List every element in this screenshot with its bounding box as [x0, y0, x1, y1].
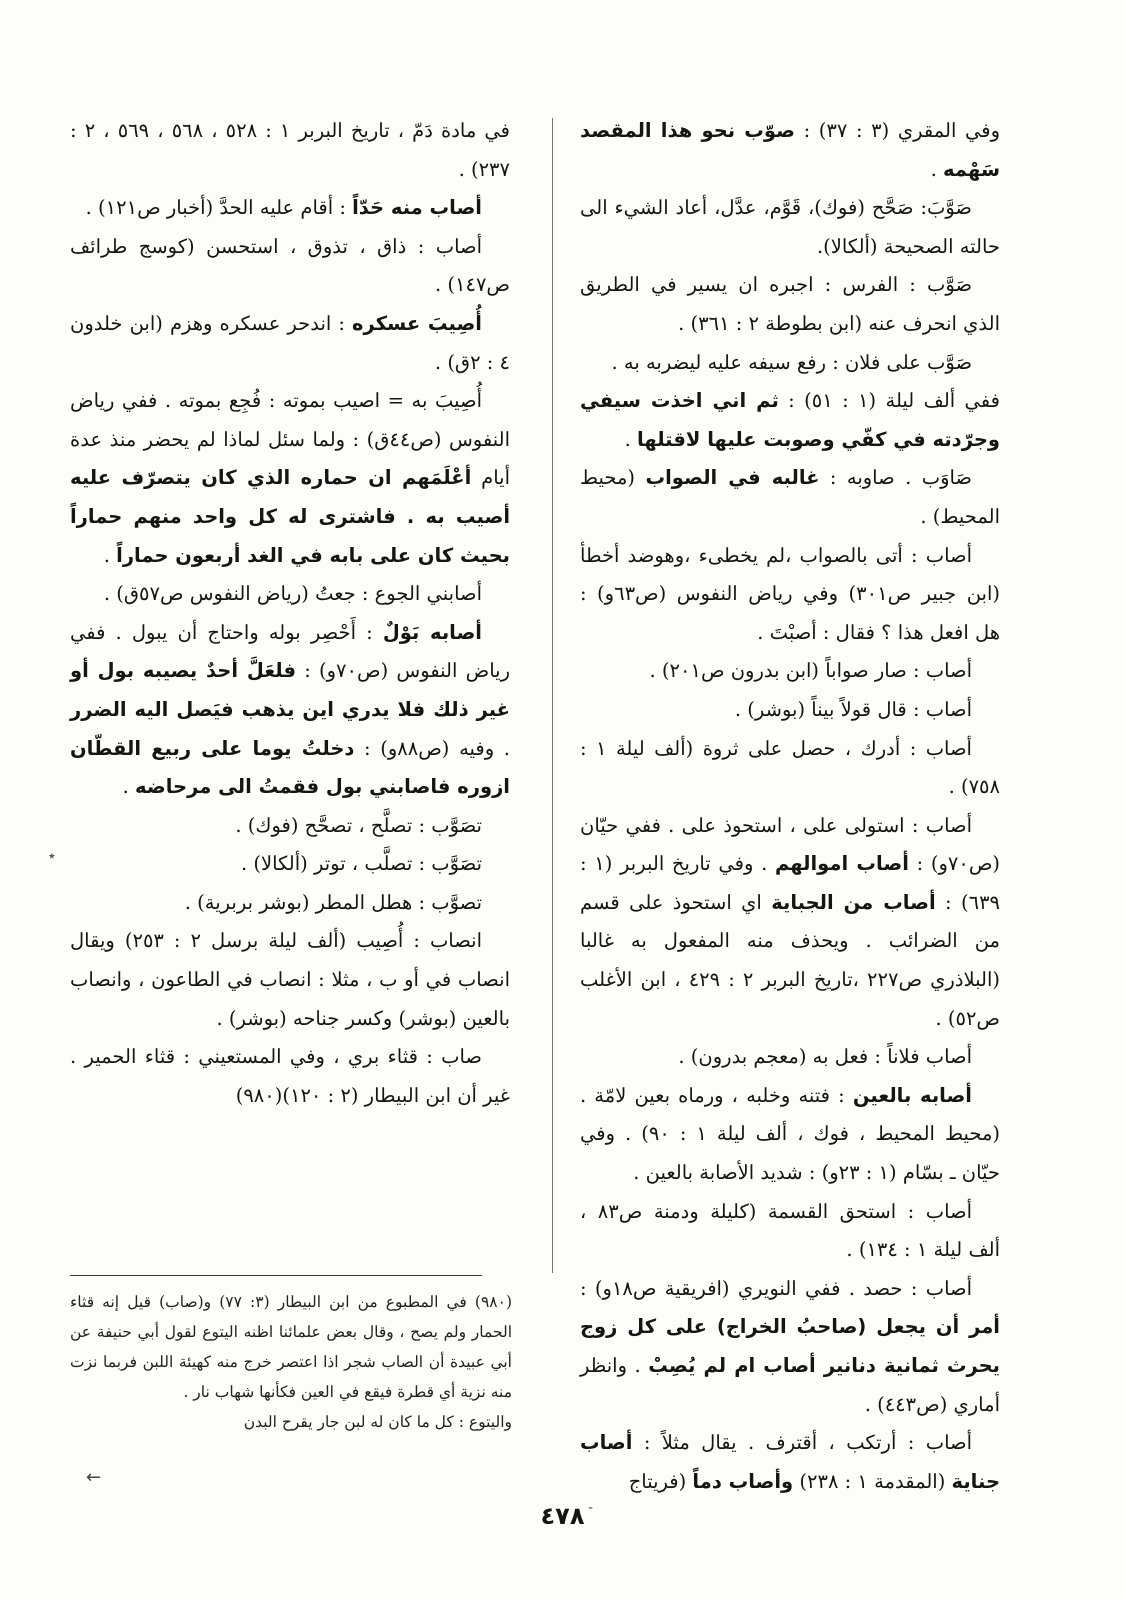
dictionary-entry	[70, 189, 510, 228]
dictionary-entry	[70, 884, 510, 923]
entry-text: .	[122, 775, 136, 799]
entry-text: . وانظر أماري (ص٤٤٣) .	[580, 1354, 1000, 1416]
entry-text: صَاوَب . صاوبه :	[819, 466, 972, 490]
entry-text: : أقام عليه الحدَّ (أخبار ص١٢١) .	[85, 196, 353, 220]
entry-text: : أَحْصِر بوله واحتاج أن يبول . ففي رياض النفوس (ص٧٠و) :	[70, 620, 510, 683]
entry-text: أصاب : استولى على ، استحوذ على . ففي حيّان (ص٧٠و) :	[580, 813, 1001, 876]
entry-text: تصَوَّب : تصلَّح ، تصحَّح (فوك) .	[235, 813, 482, 837]
entry-text: صَوَّب على فلان : رفع سيفه عليه ليضربه به .	[611, 350, 972, 374]
dictionary-entry	[70, 305, 510, 382]
dictionary-entry	[580, 1077, 1000, 1193]
bold-quote: صوّب نحو هذا المقصد سَهْمه	[580, 119, 1000, 181]
entry-text: أُصِيبَ به = اصيب بموته : فُجِع بموته . ففي رياض النفوس (ص٤٤ق) : ولما سئل لماذا لم يحضر منذ عدة أيام	[70, 389, 510, 490]
dictionary-entry	[580, 1193, 1000, 1270]
entry-text: اي استحوذ على قسم من الضرائب . ويحذف منه المفعول به غالبا (البلاذري ص٢٢٧ ،تاريخ البربر ٢ : ٤٢٩ ، ابن الأغلب ص٥٢) .	[580, 890, 1001, 1030]
entry-text: . وفيه (ص٨٨و) :	[354, 736, 510, 760]
dictionary-entry	[70, 112, 510, 189]
dictionary-entry	[580, 652, 1000, 691]
dictionary-entry	[70, 228, 510, 305]
scan-speck: ٭	[48, 848, 56, 864]
dictionary-entry	[580, 1038, 1000, 1077]
dictionary-entry	[580, 459, 1000, 536]
dictionary-entry	[580, 691, 1000, 730]
bold-quote: دخلتُ يوما على ربيع القطّان ازوره فاصابني بول فقمتُ الى مرحاضه	[70, 736, 510, 799]
entry-text: .	[930, 157, 944, 181]
entry-text: أصاب : أرتكب ، أقترف . يقال مثلاً :	[632, 1431, 972, 1455]
dictionary-entry	[580, 537, 1000, 653]
entry-text: صَوَّبَ: صَحَّح (فوك)، قَوَّم، عدَّل، أعاد الشيء الى حالته الصحيحة (ألكالا).	[580, 196, 1000, 258]
bold-quote: أصاب جناية	[580, 1431, 1000, 1493]
dictionary-entry	[70, 845, 510, 884]
dictionary-entry	[580, 266, 1000, 343]
bold-quote: فلعَلَّ أحدٌ يصيبه بول أو غير ذلك فلا يدري اين يذهب فيَصل اليه الضرر	[70, 659, 510, 721]
entry-text: ففي ألف ليلة (١ : ٥١) :	[778, 389, 1000, 413]
dictionary-entry	[70, 1038, 510, 1115]
scan-speck: -	[588, 1500, 594, 1516]
entry-text: أصاب : أتى بالصواب ،لم يخطىء ،وهوضد أخطأ (ابن جبير ص٣٠١) وفي رياض النفوس (ص٦٣و) : هل افعل هذا ؟ فقال : أصبْتَ .	[580, 543, 1000, 644]
entry-text: في مادة دَمّ ، تاريخ البربر ١ : ٥٢٨ ، ٥٦٨ ، ٥٦٩ ، ٢ : ٢٣٧) .	[70, 119, 511, 181]
entry-text: . وفي تاريخ البربر (١ : ٦٣٩) :	[580, 852, 1001, 914]
entry-text: أصاب : قال قولاً بيناً (بوشر) .	[734, 697, 972, 721]
dictionary-entry	[580, 730, 1000, 807]
entry-text: تصَوَّب : تصلَّب ، توتر (ألكالا) .	[240, 852, 482, 876]
entry-text: صَوَّب : الفرس : اجبره ان يسير في الطريق الذي انحرف عنه (ابن بطوطة ٢ : ٣٦١) .	[580, 273, 1000, 335]
entry-text: : فتنه وخلبه ، ورماه بعين لامّة . (محيط المحيط ، فوك ، ألف ليلة ١ : ٩٠) . وفي حيّان ـ بسّام (١ : ٢٣و) : شديد الأصابة بالعين .	[580, 1083, 1001, 1185]
bold-quote: أصاب منه حَدّاً	[352, 196, 482, 220]
bold-quote: ثم اني اخذت سيفي وجرّدته في كفّي وصوبت عليها لاقتلها	[580, 389, 1000, 451]
entry-text: أصاب : حصد . ففي النويري (افريقية ص١٨و) :	[580, 1276, 972, 1300]
dictionary-entry	[580, 1424, 1000, 1501]
entry-text: تصوَّب : هطل المطر (بوشر بربرية) .	[184, 890, 482, 914]
entry-text: .	[103, 543, 117, 567]
entry-text: أصاب : ذاق ، تذوق ، استحسن (كوسج طرائف ص١٤٧) .	[70, 234, 510, 297]
bold-quote: غالبه في الصواب	[645, 466, 820, 490]
footnote-continuation: واليتوع : كل ما كان له لبن جار يقرح البدن	[243, 1413, 512, 1431]
bold-quote: أصابه بالعين	[852, 1083, 972, 1107]
dictionary-entry	[70, 614, 510, 807]
entry-text: أصاب : أدرك ، حصل على ثروة (ألف ليلة ١ : ٧٥٨) .	[580, 736, 1000, 799]
bold-quote: أصاب من الجباية	[771, 890, 936, 914]
entry-text: أصاب : صار صواباً (ابن بدرون ص٢٠١) .	[649, 659, 972, 683]
entry-text: صاب : قثاء بري ، وفي المستعيني : قثاء الحمير . غير أن ابن البيطار (٢ : ١٢٠)(٩٨٠)	[70, 1045, 510, 1107]
dictionary-entry	[580, 112, 1000, 189]
dictionary-entry	[580, 382, 1000, 459]
entry-text: : اندحر عسكره وهزم (ابن خلدون ٤ : ٢ق) .	[70, 311, 510, 374]
entry-text: أصابني الجوع : جعتُ (رياض النفوس ص٥٧ق) .	[103, 582, 482, 606]
entry-text: (فريتاج	[628, 1469, 693, 1493]
bold-quote: أصابه بَوْلٌ	[382, 620, 482, 644]
bold-quote: وأصاب دماً	[692, 1469, 794, 1493]
column-divider	[552, 118, 553, 1273]
dictionary-entry	[580, 807, 1000, 1039]
footnote-rule	[70, 1275, 482, 1276]
dictionary-entry	[70, 575, 510, 614]
left-column	[70, 112, 510, 1115]
bold-quote: أصاب اموالهم	[775, 852, 909, 876]
bold-quote: أعْلَمَهم ان حماره الذي كان يتصرّف عليه أصيب به . فاشترى له كل واحد منهم حماراً بحيث كان على بابه في الغد أربعون حماراً	[70, 466, 510, 567]
continuation-arrow-icon: ←	[86, 1467, 102, 1488]
dictionary-entry	[580, 344, 1000, 383]
entry-text: أصاب : استحق القسمة (كليلة ودمنة ص٨٣ ، ألف ليلة ١ : ١٣٤) .	[580, 1199, 1000, 1262]
right-column	[580, 112, 1000, 1501]
dictionary-entry	[580, 189, 1000, 266]
footnotes	[70, 1287, 512, 1437]
entry-text: .	[624, 427, 637, 451]
bold-quote: أُصِيبَ عسكره	[352, 311, 482, 335]
entry-text: انصاب : أُصِيب (ألف ليلة برسل ٢ : ٢٥٣) ويقال انصاب في أو ب ، مثلا : انصاب في الطاعون ، وانصاب بالعين (بوشر) وكسر جناحه (بوشر) .	[70, 929, 510, 1030]
bold-quote: أمر أن يجعل (صاحبُ الخراج) على كل زوج يحرث ثمانية دنانير أصاب ام لم يُصِبْ	[580, 1315, 1000, 1377]
dictionary-entry	[70, 922, 510, 1038]
dictionary-entry	[70, 382, 510, 575]
footnote-text: (٩٨٠) في المطبوع من ابن البيطار (٣: ٧٧) و(صاب) قيل إنه قثاء الحمار ولم يصح ، وقال بعض علمائنا اظنه اليتوع لقول أبي حنيفة عن أبي عبيدة أن الصاب شجر اذا اعتصر خرج منه كهيئة اللبن فربما نزت منه نزية أي قطرة فيقع في العين فكأنها شهاب نار .	[70, 1293, 512, 1401]
dictionary-entry	[70, 807, 510, 846]
entry-text: (المقدمة ١ : ٢٣٨)	[793, 1469, 952, 1493]
page-number: ٤٧٨	[540, 1502, 585, 1530]
entry-text: أصاب فلاناً : فعل به (معجم بدرون) .	[678, 1045, 972, 1069]
dictionary-entry	[580, 1270, 1000, 1424]
entry-text: (محيط المحيط) .	[580, 466, 1000, 528]
entry-text: وفي المقري (٣ : ٣٧) :	[794, 119, 1000, 142]
